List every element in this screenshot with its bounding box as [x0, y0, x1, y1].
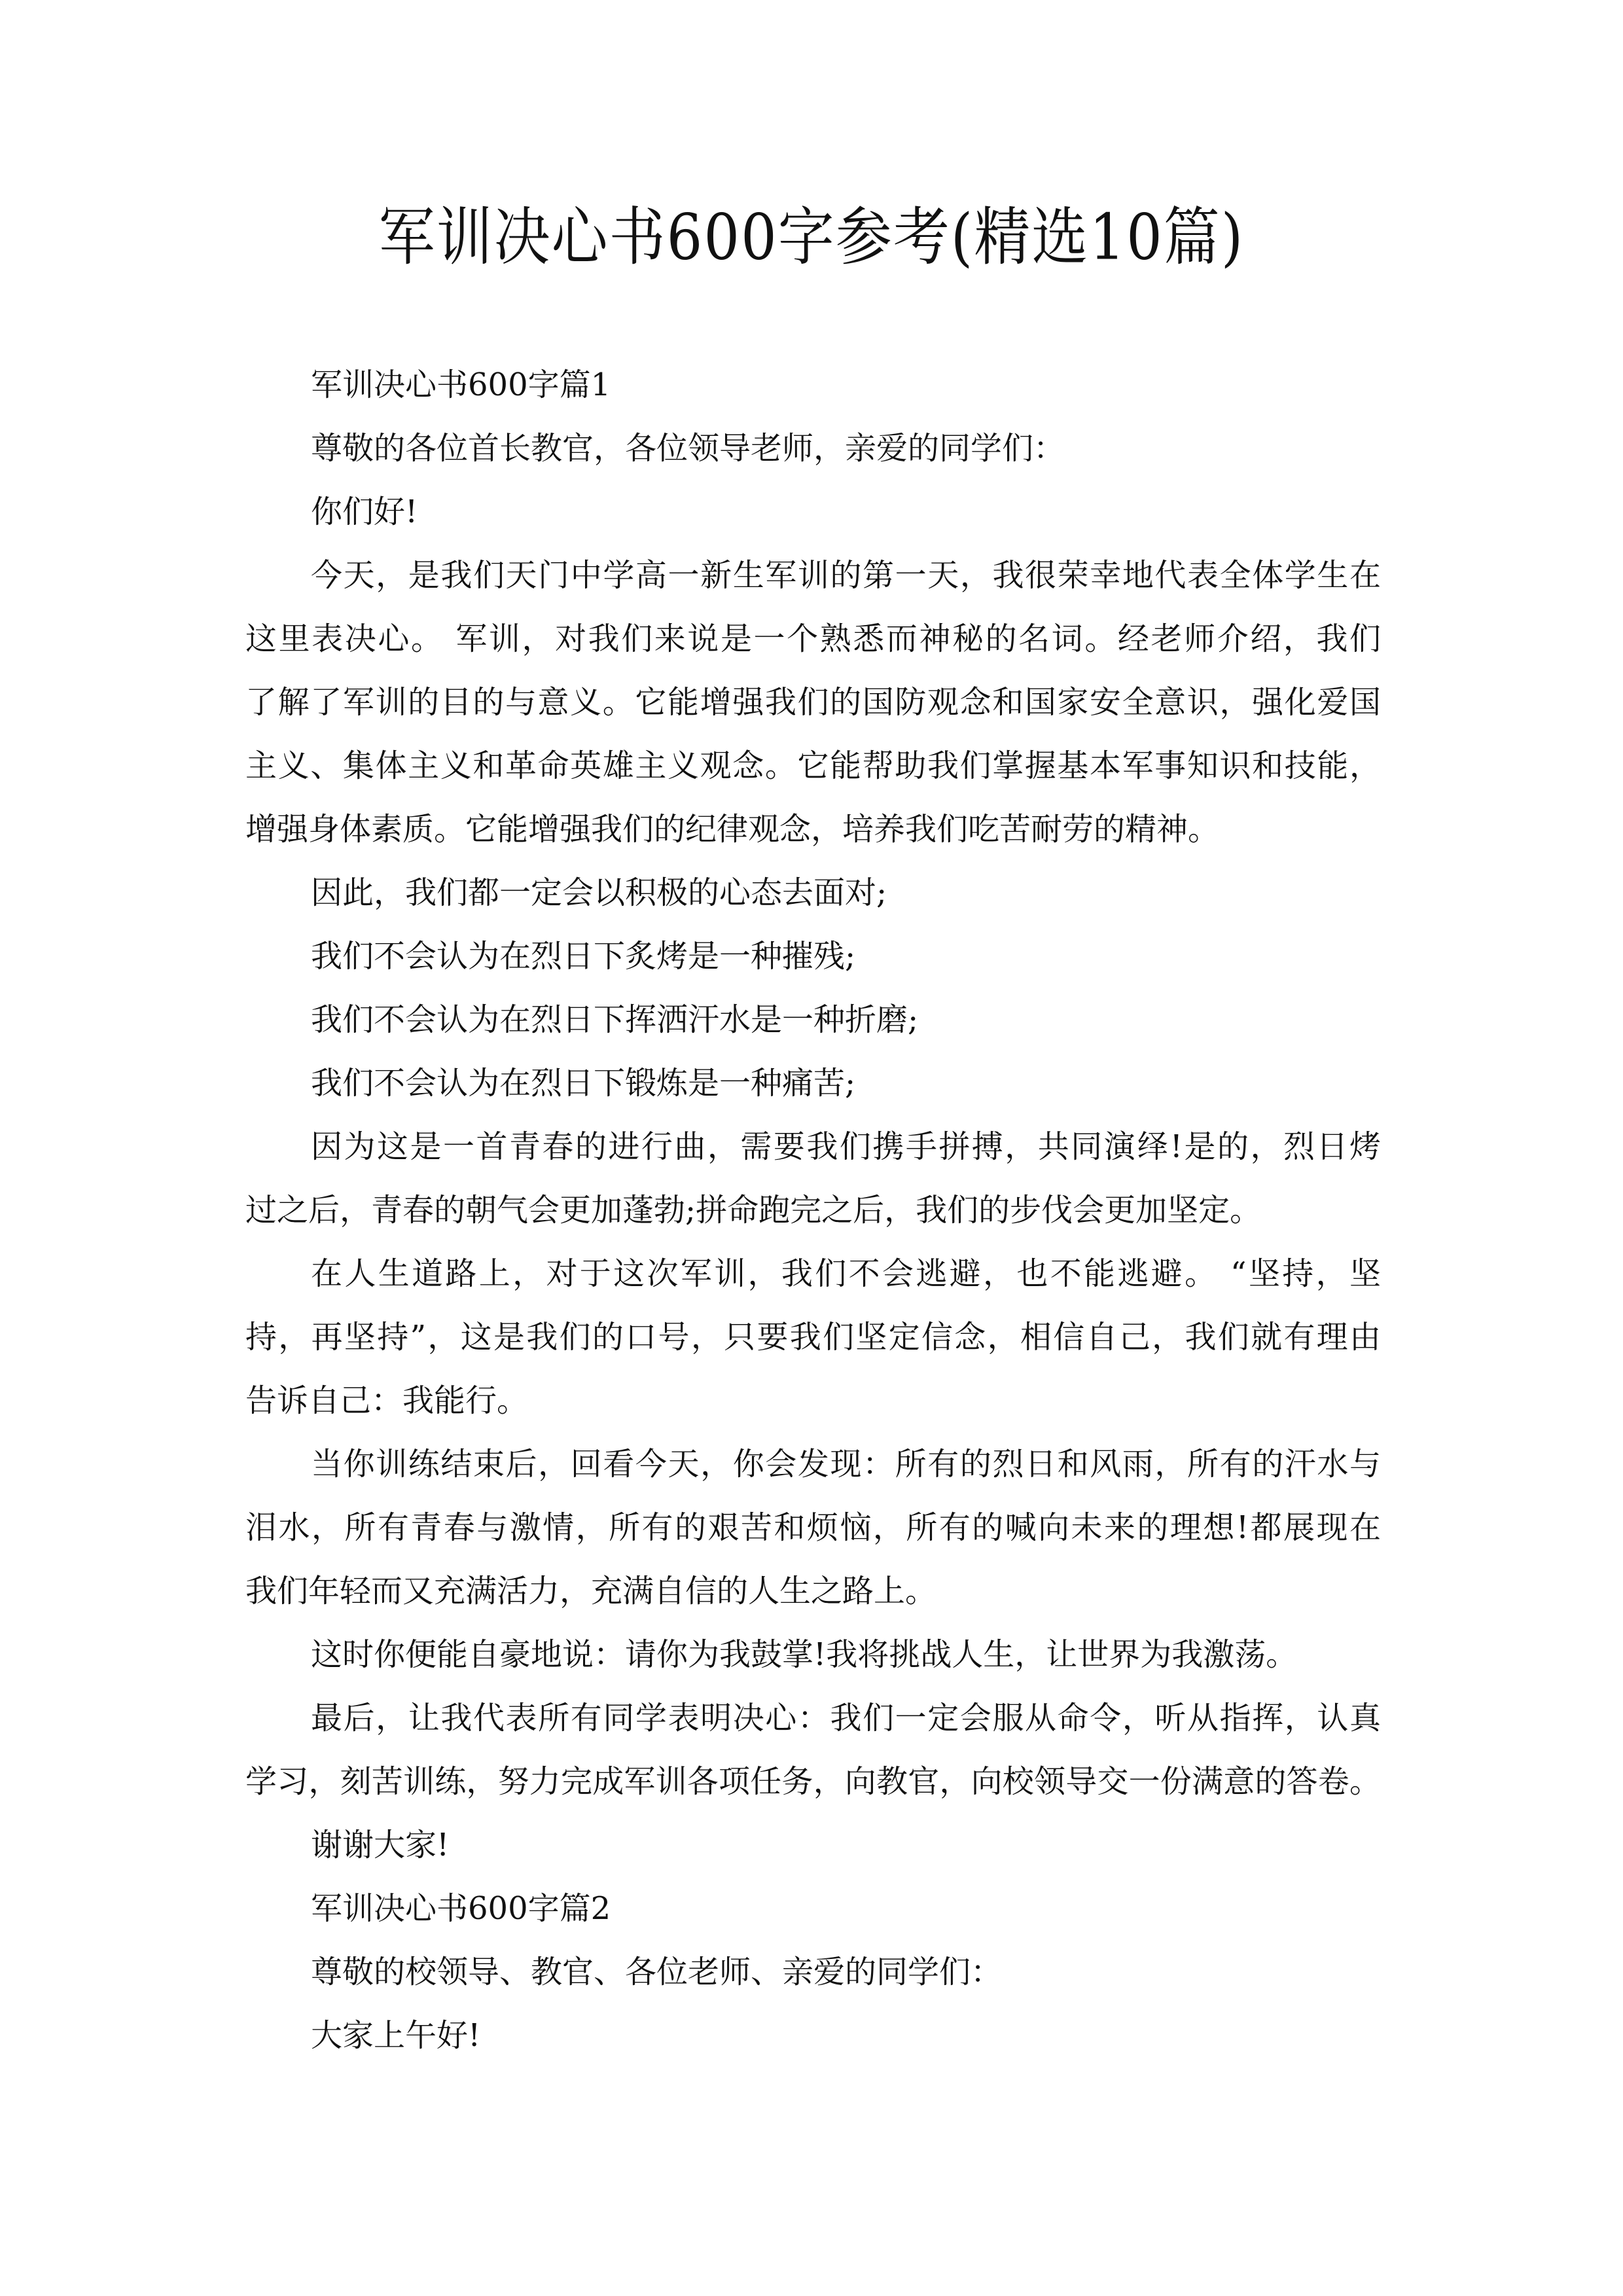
paragraph-line: 在人生道路上，对于这次军训，我们不会逃避，也不能逃避。 “坚持，坚 [311, 1255, 1381, 1292]
paragraph-line: 最后，让我代表所有同学表明决心：我们一定会服从命令，听从指挥，认真 [311, 1700, 1381, 1736]
paragraph-line: 了解了军训的目的与意义。它能增强我们的国防观念和国家安全意识，强化爱国 [245, 684, 1381, 721]
paragraph-line: 过之后，青春的朝气会更加蓬勃;拼命跑完之后，我们的步伐会更加坚定。 [245, 1192, 1262, 1229]
salutation: 尊敬的校领导、教官、各位老师、亲爱的同学们： [311, 1954, 1003, 1990]
paragraph-line: 这时你便能自豪地说：请你为我鼓掌!我将挑战人生，让世界为我激荡。 [311, 1636, 1298, 1673]
paragraph-line: 因为这是一首青春的进行曲，需要我们携手拼搏，共同演绎!是的，烈日烤 [311, 1128, 1381, 1165]
document-title: 军训决心书600字参考(精选10篇) [378, 201, 1245, 275]
paragraph-line: 当你训练结束后，回看今天，你会发现：所有的烈日和风雨，所有的汗水与 [311, 1446, 1381, 1482]
paragraph-line: 我们不会认为在烈日下炙烤是一种摧残; [311, 938, 856, 975]
paragraph-line: 增强身体素质。它能增强我们的纪律观念，培养我们吃苦耐劳的精神。 [245, 811, 1220, 848]
paragraph-line: 我们年轻而又充满活力，充满自信的人生之路上。 [245, 1573, 937, 1609]
paragraph-line: 持，再坚持”，这是我们的口号，只要我们坚定信念，相信自己，我们就有理由 [245, 1319, 1381, 1355]
closing-line: 谢谢大家! [311, 1827, 450, 1863]
paragraph-line: 主义、集体主义和革命英雄主义观念。它能帮助我们掌握基本军事知识和技能， [245, 747, 1381, 784]
section-heading: 军训决心书600字篇2 [311, 1890, 611, 1927]
greeting: 大家上午好! [311, 2017, 481, 2054]
paragraph-line: 学习，刻苦训练，努力完成军训各项任务，向教官，向校领导交一份满意的答卷。 [245, 1763, 1381, 1800]
paragraph-line: 这里表决心。 军训，对我们来说是一个熟悉而神秘的名词。经老师介绍，我们 [245, 620, 1381, 657]
paragraph-line: 我们不会认为在烈日下挥洒汗水是一种折磨; [311, 1001, 919, 1038]
section-heading: 军训决心书600字篇1 [311, 367, 611, 403]
paragraph-line: 今天，是我们天门中学高一新生军训的第一天，我很荣幸地代表全体学生在 [311, 557, 1381, 594]
paragraph-line: 因此，我们都一定会以积极的心态去面对; [311, 874, 887, 911]
document-body [245, 353, 1381, 2068]
paragraph-line: 我们不会认为在烈日下锻炼是一种痛苦; [311, 1065, 856, 1102]
greeting: 你们好! [311, 493, 418, 530]
paragraph-line: 告诉自己：我能行。 [245, 1382, 529, 1419]
salutation: 尊敬的各位首长教官，各位领导老师，亲爱的同学们： [311, 430, 1065, 467]
paragraph-line: 泪水，所有青春与激情，所有的艰苦和烦恼，所有的喊向未来的理想!都展现在 [245, 1509, 1381, 1546]
